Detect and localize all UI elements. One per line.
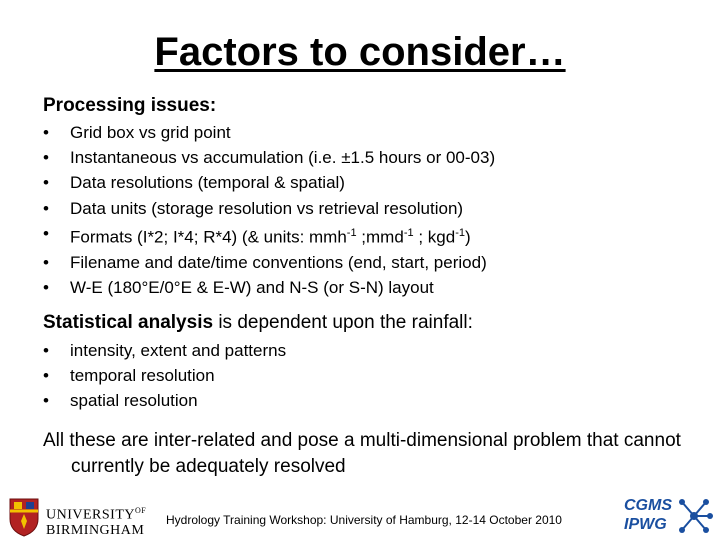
crest-icon — [8, 497, 40, 537]
list-item: • intensity, extent and patterns — [43, 338, 286, 363]
formats-text: Formats (I*2; I*4; R*4) (& units: mmh — [70, 227, 347, 247]
slide-title: Factors to consider… — [154, 30, 566, 74]
network-icon — [674, 494, 714, 538]
list-item: • spatial resolution — [43, 388, 286, 413]
cgms-ipwg-logo — [624, 494, 714, 538]
list-item: • Instantaneous vs accumulation (i.e. ±1.5 hours or 00-03) — [43, 145, 495, 170]
footer-text: Hydrology Training Workshop: University of Hamburg, 12-14 October 2010 — [166, 513, 562, 527]
formats-text: ;mmd — [356, 227, 404, 247]
processing-list — [43, 120, 495, 300]
processing-heading: Processing issues: — [43, 95, 217, 116]
list-item — [43, 221, 495, 250]
unit-exponent: -1 — [403, 226, 414, 239]
statistical-bold: Statistical analysis — [43, 312, 214, 333]
unit-exponent: -1 — [346, 226, 357, 239]
university-name-of: OF — [135, 506, 147, 515]
cgms-label: CGMS — [624, 497, 672, 514]
statistical-heading — [43, 310, 473, 336]
cgms-ipwg-wordmark — [624, 496, 672, 534]
list-item: • Filename and date/time conventions (end, start, period) — [43, 250, 495, 275]
university-name — [46, 503, 146, 538]
formats-text: ) — [464, 227, 471, 247]
statistical-rest: is dependent upon the rainfall: — [213, 312, 473, 333]
ipwg-label: IPWG — [624, 516, 667, 533]
unit-exponent: -1 — [455, 226, 465, 239]
university-name-line2: BIRMINGHAM — [46, 522, 145, 538]
list-item: • W-E (180°E/0°E & E-W) and N-S (or S-N) layout — [43, 275, 495, 300]
list-item: • Grid box vs grid point — [43, 120, 495, 145]
list-item: • Data resolutions (temporal & spatial) — [43, 170, 495, 195]
formats-text: ; kgd — [413, 227, 456, 247]
statistical-list — [43, 338, 286, 413]
university-name-line1: UNIVERSITY — [46, 507, 135, 523]
closing-statement: All these are inter-related and pose a multi-dimensional problem that cannot currently be adequately resolved — [43, 430, 681, 477]
list-item: • temporal resolution — [43, 363, 286, 388]
list-item: • Data units (storage resolution vs retrieval resolution) — [43, 196, 495, 221]
university-of-birmingham-logo — [8, 497, 168, 537]
